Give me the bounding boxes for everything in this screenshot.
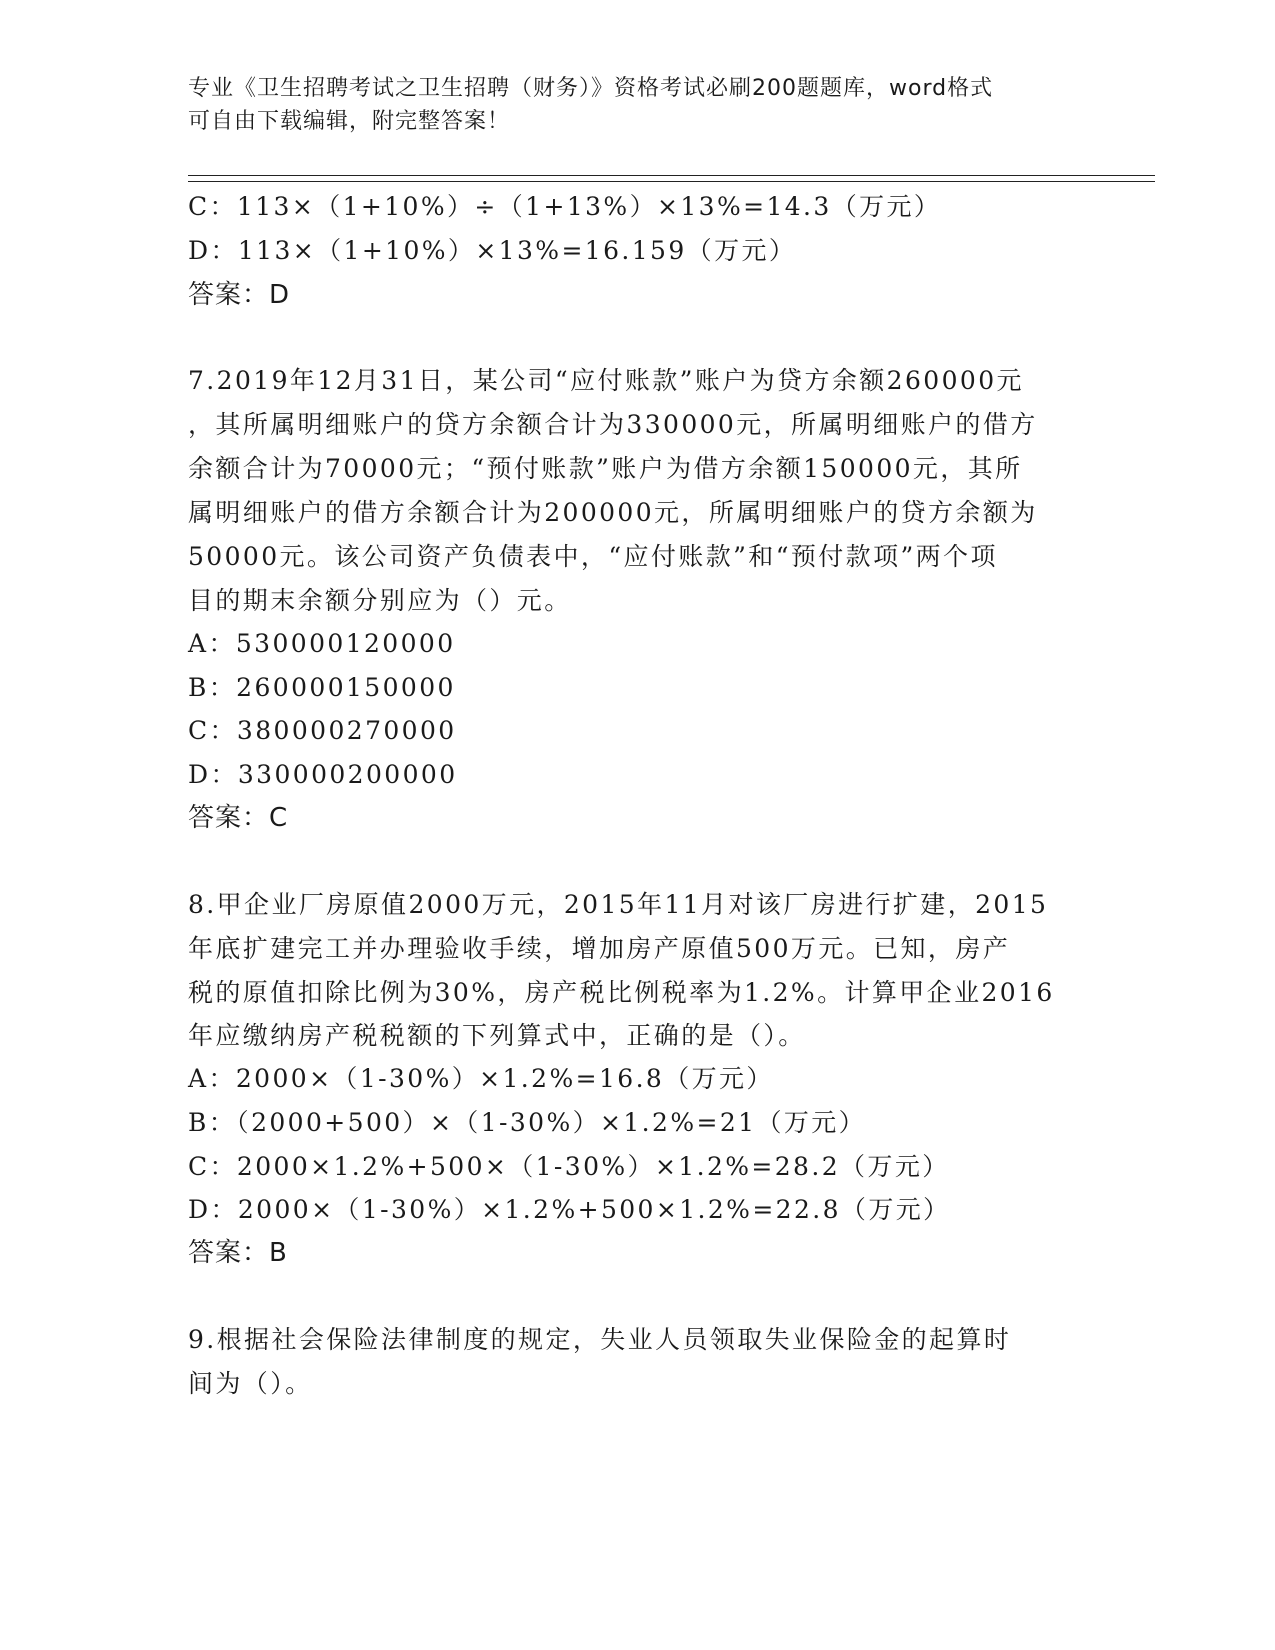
q8-option-b: B：（2000+500）×（1-30%）×1.2%=21（万元） — [188, 1108, 867, 1137]
q6-option-c: C：113×（1+10%）÷（1+13%）×13%=14.3（万元） — [188, 192, 942, 221]
q9-stem-line-1: 9.根据社会保险法律制度的规定，失业人员领取失业保险金的起算时 — [188, 1325, 1012, 1354]
q6-option-d: D：113×（1+10%）×13%=16.159（万元） — [188, 236, 797, 265]
q8-option-d: D：2000×（1-30%）×1.2%+500×1.2%=22.8（万元） — [188, 1195, 951, 1224]
q8-stem-line-2: 年底扩建完工并办理验收手续，增加房产原值500万元。已知，房产 — [188, 934, 1011, 963]
q7-stem-line-2: ，其所属明细账户的贷方余额合计为330000元，所属明细账户的借方 — [188, 410, 1038, 439]
q8-stem-line-4: 年应缴纳房产税税额的下列算式中，正确的是（）。 — [188, 1021, 806, 1050]
header-divider-bottom — [188, 181, 1155, 182]
document-header — [188, 72, 1088, 138]
q7-option-d: D：330000200000 — [188, 760, 458, 789]
q7-option-c: C：380000270000 — [188, 716, 457, 745]
q7-stem-line-3: 余额合计为70000元；“预付账款”账户为借方余额150000元，其所 — [188, 454, 1023, 483]
header-title-line-2: 可自由下载编辑，附完整答案！ — [188, 109, 511, 134]
q7-stem-line-1: 7.2019年12月31日，某公司“应付账款”账户为贷方余额260000元 — [188, 366, 1024, 395]
q8-option-a: A：2000×（1-30%）×1.2%=16.8（万元） — [188, 1064, 774, 1093]
q7-stem-line-4: 属明细账户的借方余额合计为200000元，所属明细账户的贷方余额为 — [188, 498, 1038, 527]
q7-stem-line-5: 50000元。该公司资产负债表中，“应付账款”和“预付款项”两个项 — [188, 542, 998, 571]
q7-answer: 答案：C — [188, 803, 289, 833]
q6-answer: 答案：D — [188, 280, 291, 310]
q9-stem-line-2: 间为（）。 — [188, 1369, 313, 1398]
q7-stem-line-6: 目的期末余额分别应为（）元。 — [188, 586, 572, 615]
q8-stem-line-3: 税的原值扣除比例为30%，房产税比例税率为1.2%。计算甲企业2016 — [188, 978, 1055, 1007]
q7-option-b: B：260000150000 — [188, 673, 456, 702]
q8-answer: 答案：B — [188, 1238, 288, 1268]
header-divider-top — [188, 175, 1155, 176]
q8-option-c: C：2000×1.2%+500×（1-30%）×1.2%=28.2（万元） — [188, 1152, 950, 1181]
q7-option-a: A：530000120000 — [188, 629, 456, 658]
header-title-line-1: 专业《卫生招聘考试之卫生招聘（财务）》资格考试必刷200题题库，word格式 — [188, 76, 994, 101]
q8-stem-line-1: 8.甲企业厂房原值2000万元，2015年11月对该厂房进行扩建，2015 — [188, 890, 1049, 919]
